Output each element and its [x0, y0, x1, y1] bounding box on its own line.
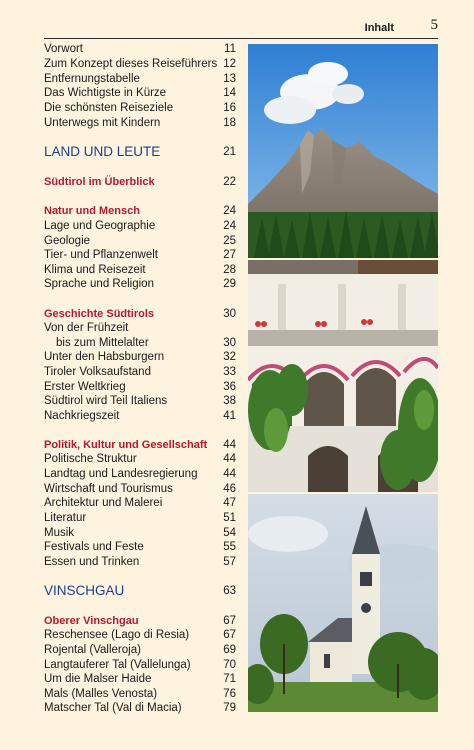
toc-entry-page: 25	[223, 235, 236, 247]
toc-entry-page: 47	[223, 497, 236, 509]
toc-entry-title: Rojental (Valleroja)	[44, 644, 141, 656]
toc-entry-page: 30	[223, 308, 236, 320]
toc-entry-page: 71	[223, 673, 236, 685]
toc-subsection	[44, 438, 236, 452]
toc-entry-title: Natur und Mensch	[44, 205, 140, 217]
toc-entry-page: 28	[223, 264, 236, 276]
photo-column	[248, 44, 438, 712]
toc-entry-title: Oberer Vinschgau	[44, 615, 139, 627]
toc-entry-title: Langtauferer Tal (Vallelunga)	[44, 659, 191, 671]
toc-entry	[44, 643, 236, 657]
page-header	[44, 17, 438, 39]
toc-entry	[44, 365, 236, 379]
toc-entry-title: Tiroler Volksaufstand	[44, 366, 151, 378]
toc-entry-title: Südtirol im Überblick	[44, 176, 155, 188]
toc-entry-title: Festivals und Feste	[44, 541, 144, 553]
toc-entry-page: 41	[223, 410, 236, 422]
toc-entry-title: Matscher Tal (Val di Macia)	[44, 702, 182, 714]
toc-entry	[44, 540, 236, 554]
toc-entry-title: Klima und Reisezeit	[44, 264, 146, 276]
toc-entry-title: Geologie	[44, 235, 91, 247]
toc-entry-title: Lage und Geographie	[44, 220, 156, 232]
toc-entry-title: bis zum Mittelalter	[56, 337, 149, 349]
toc-entry-page: 32	[223, 351, 236, 363]
page-number: 5	[430, 17, 438, 33]
toc-entry-page: 11	[224, 43, 236, 55]
toc-entry-page: 63	[223, 585, 236, 597]
toc-entry-title: Die schönsten Reiseziele	[44, 102, 174, 114]
toc-entry-title: Literatur	[44, 512, 87, 524]
toc-entry-page: 12	[223, 58, 236, 70]
toc-entry	[44, 467, 236, 481]
toc-section	[44, 143, 236, 161]
toc-entry	[44, 219, 236, 233]
toc-entry-title: Essen und Trinken	[44, 556, 140, 568]
arcaded-courtyard-photo	[248, 260, 438, 492]
toc-entry	[44, 628, 236, 642]
toc-entry-page: 21	[223, 146, 236, 158]
toc-entry-title: Von der Frühzeit	[44, 322, 129, 334]
toc-entry-page: 44	[223, 453, 236, 465]
toc-entry-title: Reschensee (Lago di Resia)	[44, 629, 190, 641]
toc-entry-page: 44	[223, 468, 236, 480]
toc-entry-title: Geschichte Südtirols	[44, 308, 155, 320]
toc-section	[44, 582, 236, 600]
toc-entry	[44, 72, 236, 86]
toc-entry-page: 55	[223, 541, 236, 553]
toc-entry-page: 24	[223, 205, 236, 217]
church-tower-photo	[248, 494, 438, 712]
toc-entry-page: 69	[223, 644, 236, 656]
toc-entry-page: 29	[223, 278, 236, 290]
toc-entry	[44, 116, 236, 130]
toc-entry	[44, 672, 236, 686]
toc-subsection	[44, 175, 236, 189]
toc-entry	[44, 526, 236, 540]
toc-entry	[44, 321, 236, 335]
toc-entry-page: 27	[223, 249, 236, 261]
toc-entry-page: 44	[223, 439, 236, 451]
toc-entry	[44, 409, 236, 423]
toc-entry-page: 18	[223, 117, 236, 129]
toc-entry-page: 57	[223, 556, 236, 568]
toc-entry-title: Musik	[44, 527, 75, 539]
toc-entry-page: 67	[223, 615, 236, 627]
toc-entry-title: Mals (Malles Venosta)	[44, 688, 158, 700]
toc-entry-page: 54	[223, 527, 236, 539]
toc-entry	[44, 42, 236, 56]
toc-entry-title: Architektur und Malerei	[44, 497, 163, 509]
header-title: Inhalt	[364, 22, 394, 34]
toc-entry	[44, 496, 236, 510]
toc-entry	[44, 380, 236, 394]
dolomite-mountain-photo	[248, 44, 438, 258]
toc-entry-title: Politische Struktur	[44, 453, 137, 465]
toc-entry	[44, 234, 236, 248]
toc-entry-title: Unterwegs mit Kindern	[44, 117, 161, 129]
toc-entry-page: 38	[223, 395, 236, 407]
toc-entry-page: 79	[223, 702, 236, 714]
toc-entry-page: 36	[223, 381, 236, 393]
toc-entry-title: Erster Weltkrieg	[44, 381, 126, 393]
toc-entry	[44, 394, 236, 408]
toc-entry	[44, 101, 236, 115]
toc-entry-page: 14	[223, 87, 236, 99]
toc-entry-title: Tier- und Pflanzenwelt	[44, 249, 158, 261]
toc-entry-page: 33	[223, 366, 236, 378]
toc-entry	[44, 452, 236, 466]
toc-entry-page: 70	[223, 659, 236, 671]
toc-entry-title: LAND UND LEUTE	[44, 144, 161, 159]
toc-entry-title: Wirtschaft und Tourismus	[44, 483, 173, 495]
toc-entry-title: Politik, Kultur und Gesellschaft	[44, 439, 208, 451]
toc-entry	[44, 555, 236, 569]
toc-entry	[44, 482, 236, 496]
toc-entry-page: 13	[223, 73, 236, 85]
toc-entry-title: Vorwort	[44, 43, 83, 55]
toc-entry	[44, 511, 236, 525]
toc-entry-page: 67	[223, 629, 236, 641]
toc-entry	[44, 263, 236, 277]
toc-entry-title: Entfernungstabelle	[44, 73, 140, 85]
toc-entry-title: Zum Konzept dieses Reiseführers	[44, 58, 218, 70]
toc-entry	[44, 701, 236, 715]
toc-entry	[44, 248, 236, 262]
toc-subsection	[44, 204, 236, 218]
toc-entry-page: 76	[223, 688, 236, 700]
toc-entry-title: Um die Malser Haide	[44, 673, 152, 685]
toc-entry-page: 24	[223, 220, 236, 232]
toc-entry	[44, 658, 236, 672]
toc-entry-title: Sprache und Religion	[44, 278, 154, 290]
toc-entry-page: 46	[223, 483, 236, 495]
toc-entry-title: Das Wichtigste in Kürze	[44, 87, 167, 99]
toc-entry	[44, 57, 236, 71]
toc-subsection	[44, 307, 236, 321]
toc-entry-title: VINSCHGAU	[44, 583, 125, 598]
toc-entry	[44, 350, 236, 364]
toc-entry-page: 22	[223, 176, 236, 188]
toc-entry-title: Unter den Habsburgern	[44, 351, 165, 363]
toc-entry-page: 16	[223, 102, 236, 114]
toc-entry-page: 51	[223, 512, 236, 524]
toc-entry-title: Nachkriegszeit	[44, 410, 120, 422]
toc-entry	[44, 336, 236, 350]
toc-entry	[44, 687, 236, 701]
toc-entry-title: Südtirol wird Teil Italiens	[44, 395, 168, 407]
toc-entry-page: 30	[223, 337, 236, 349]
toc-subsection	[44, 614, 236, 628]
toc-entry-title: Landtag und Landesregierung	[44, 468, 198, 480]
toc-entry	[44, 86, 236, 100]
toc-entry	[44, 277, 236, 291]
